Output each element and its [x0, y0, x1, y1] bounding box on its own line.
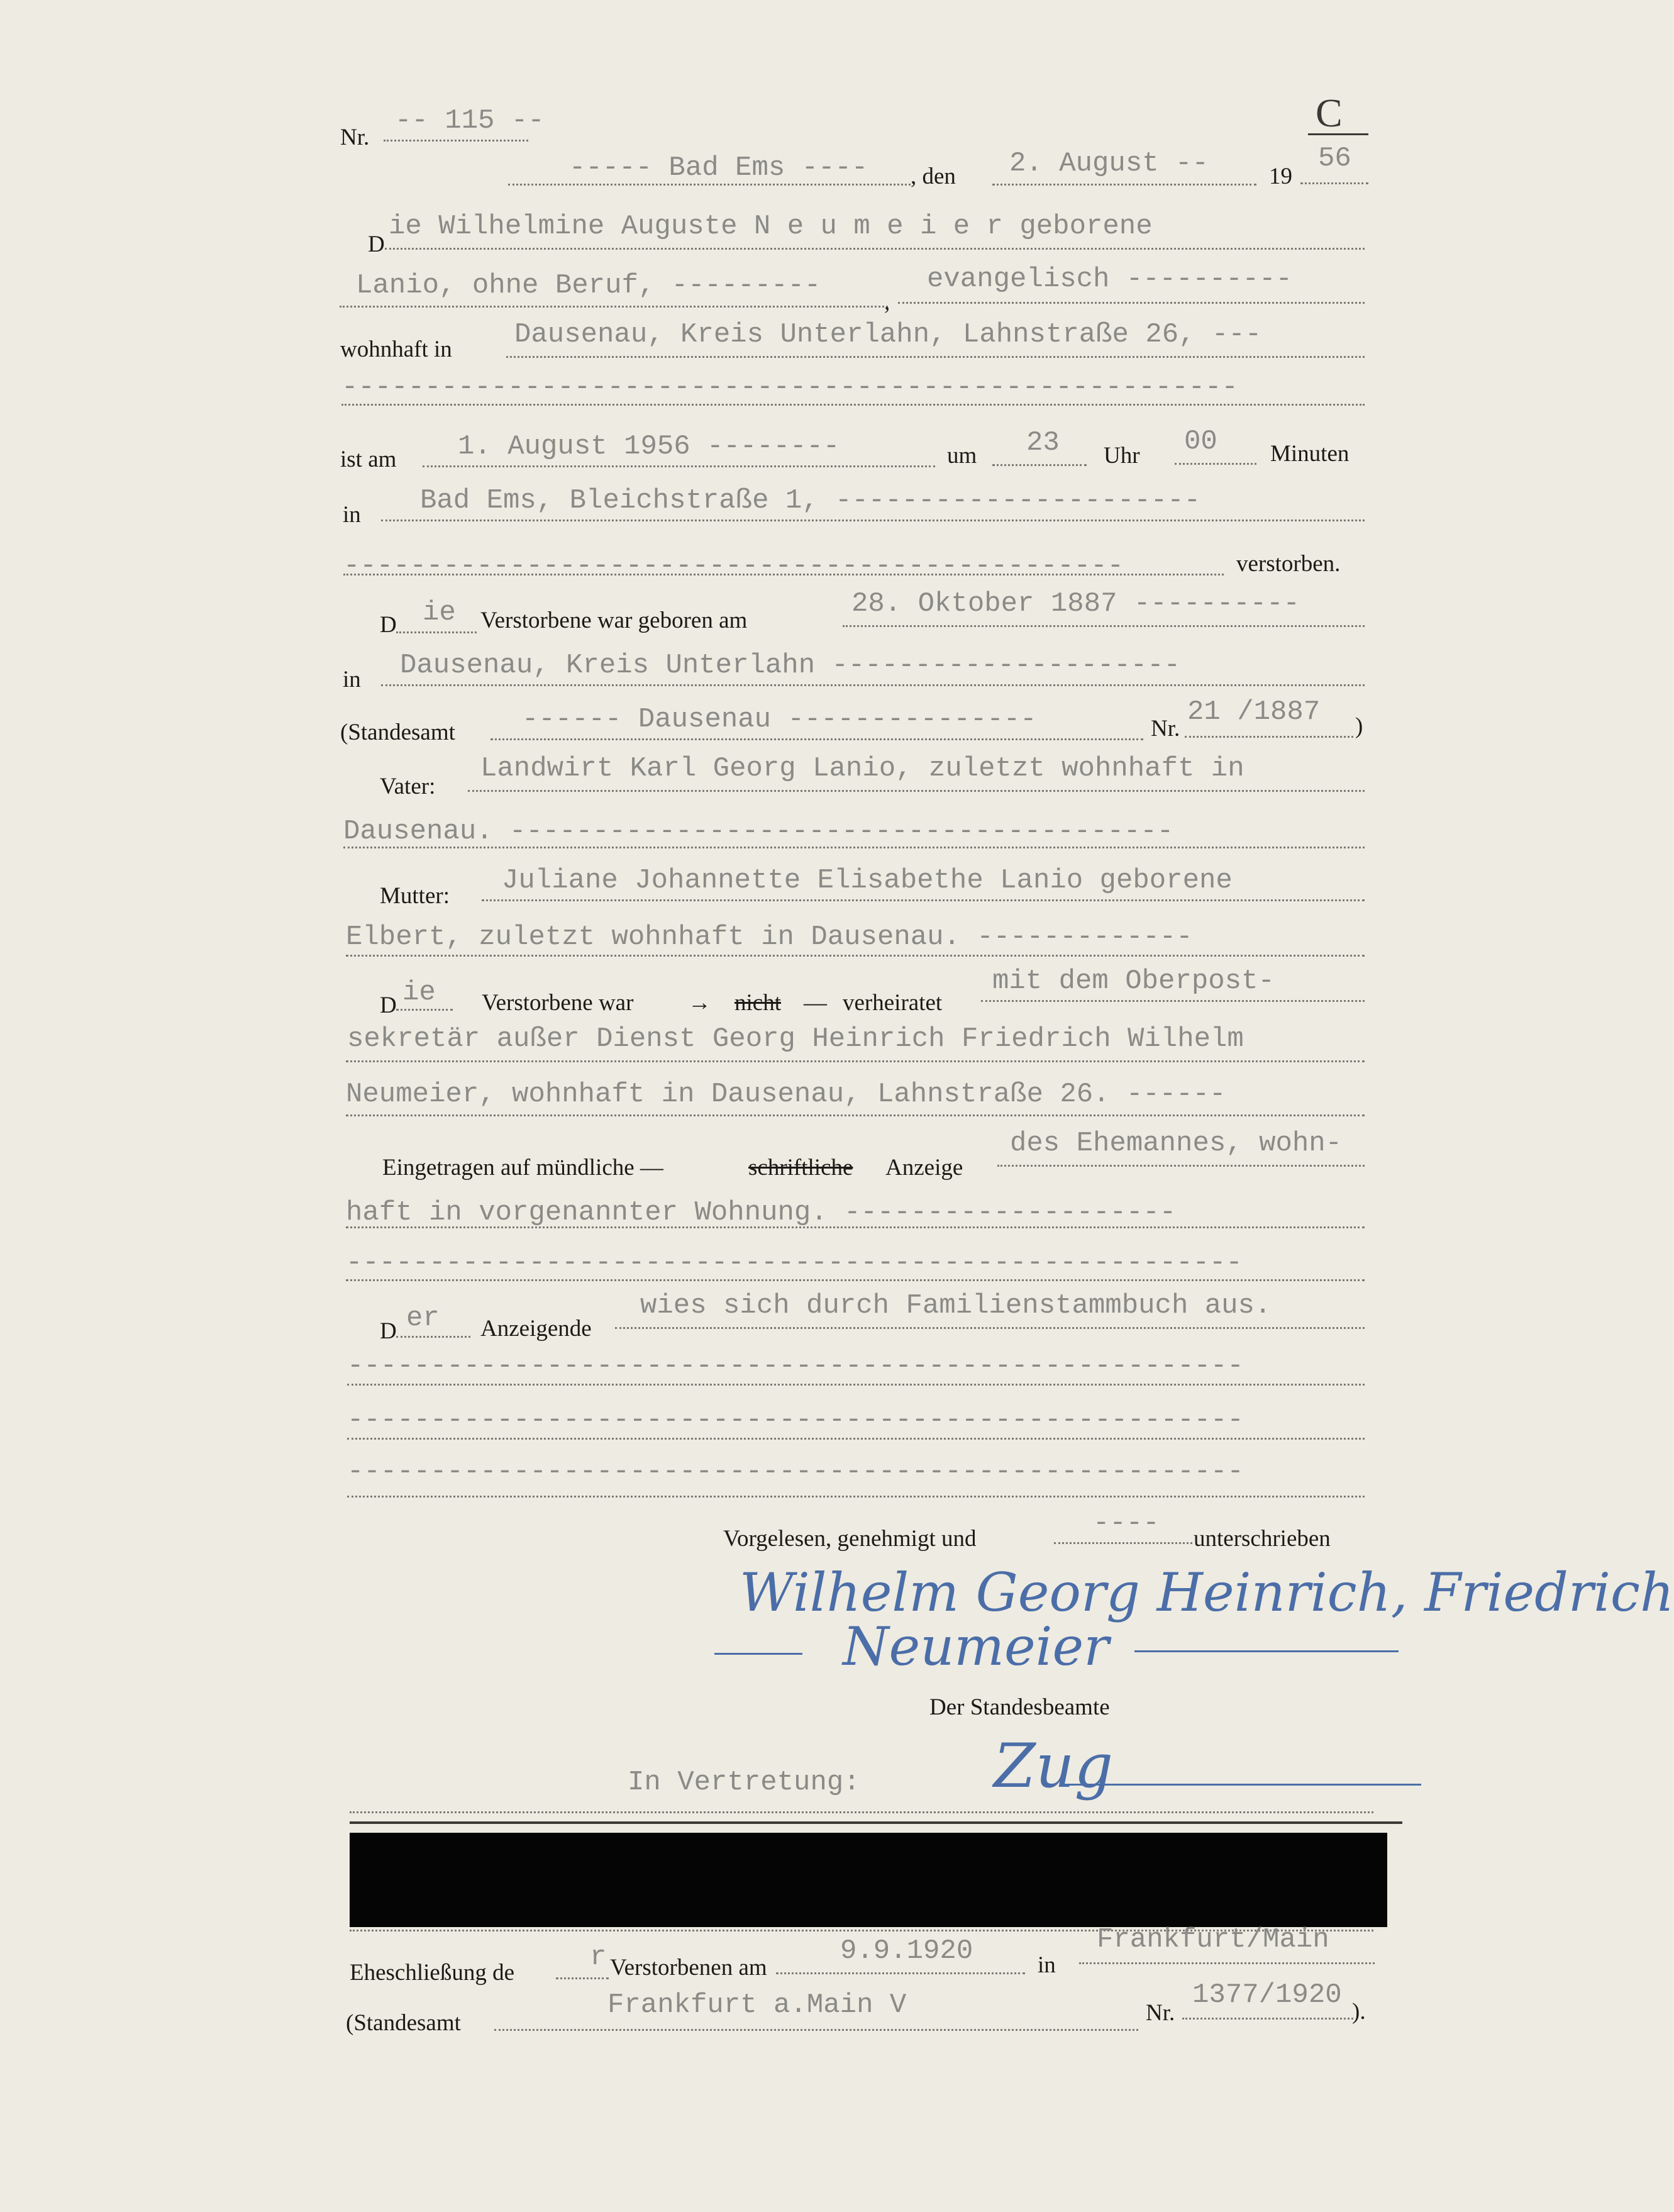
- wohnhaft-label: wohnhaft in: [340, 336, 452, 362]
- official-signature: Zug: [994, 1731, 1113, 1801]
- mutter-line-1: Juliane Johannette Elisabethe Lanio geborene: [502, 865, 1233, 896]
- marriage-text-a: Verstorbene war: [482, 990, 634, 1016]
- vater-dotline-1: [468, 790, 1365, 792]
- ist-am-label: ist am: [340, 447, 397, 472]
- anzeigende-D-suffix: er: [406, 1303, 440, 1334]
- birth-standesamt-label: (Standesamt: [340, 720, 455, 745]
- marriage-nr-value: 1377/1920: [1192, 1979, 1342, 2011]
- um-label: um: [947, 443, 977, 469]
- vater-dotline-2: [343, 847, 1365, 848]
- birth-date-line: [843, 625, 1365, 627]
- occupation-comma: ,: [884, 289, 890, 315]
- address-line-2: [341, 404, 1365, 406]
- birth-D-suffix: ie: [423, 597, 456, 628]
- religion: evangelisch ----------: [927, 264, 1292, 295]
- in-vertretung: In Vertretung:: [628, 1767, 860, 1798]
- vertretung-dotline: [350, 1811, 1373, 1813]
- death-date-line: [423, 465, 935, 467]
- anzeigende-dashes-3: ------------------------------------------------------: [347, 1456, 1244, 1487]
- anzeigende-D-label: D: [380, 1318, 397, 1344]
- deceased-address: Dausenau, Kreis Unterlahn, Lahnstraße 26, ---: [514, 319, 1262, 350]
- marriage-in-label: in: [1038, 1952, 1056, 1978]
- spouse-signature-line-2: Neumeier: [843, 1616, 1109, 1677]
- eingetragen-label-strike: schriftliche: [748, 1155, 853, 1181]
- anzeigende-dashes-2: ------------------------------------------------------: [347, 1404, 1244, 1436]
- vater-line-2: Dausenau. ----------------------------------------: [343, 816, 1174, 847]
- death-minutes: 00: [1184, 426, 1217, 457]
- marriage-nr-dotline: [1182, 2018, 1353, 2020]
- eingetragen-label-b: Anzeige: [885, 1155, 963, 1181]
- marriage-nicht-struck: nicht: [734, 990, 781, 1016]
- signature-line-left: [714, 1653, 802, 1655]
- record-number: -- 115 --: [395, 105, 545, 136]
- eheschliessung-de-dotline: [556, 1977, 609, 1979]
- mutter-line-2: Elbert, zuletzt wohnhaft in Dausenau. -------------: [346, 921, 1193, 953]
- birth-close: ): [1355, 713, 1363, 739]
- year-suffix: 56: [1318, 143, 1351, 174]
- birth-date: 28. Oktober 1887 ----------: [851, 588, 1300, 620]
- eingetragen-label-a: Eingetragen auf mündliche —: [382, 1155, 663, 1181]
- deceased-name: ie Wilhelmine Auguste N e u m e i e r geborene: [389, 211, 1153, 242]
- anzeigende-D-line: [396, 1336, 470, 1338]
- date-line: [992, 184, 1256, 186]
- death-place: Bad Ems, Bleichstraße 1, ----------------------: [420, 485, 1201, 516]
- anzeigende-dotline: [615, 1327, 1365, 1329]
- marriage-dash: —: [804, 990, 827, 1016]
- anzeigende-dotline-3: [347, 1496, 1365, 1498]
- eingetragen-value-1: des Ehemannes, wohn-: [1010, 1128, 1343, 1159]
- birth-nr-line: [1185, 736, 1353, 738]
- vater-label: Vater:: [380, 774, 436, 799]
- marriage-nr-label: Nr.: [1146, 2000, 1175, 2026]
- eheschliessung-label-b: Verstorbenen am: [610, 1955, 767, 1981]
- anzeigende-dotline-1: [347, 1384, 1365, 1386]
- marriage-place: Frankfurt/Main: [1097, 1924, 1329, 1955]
- birth-nr-value: 21 /1887: [1187, 696, 1321, 728]
- birth-nr-label: Nr.: [1151, 716, 1180, 742]
- birth-standesamt-line: [491, 738, 1143, 740]
- vorgelesen-label-a: Vorgelesen, genehmigt und: [723, 1526, 977, 1552]
- birth-D-line: [396, 631, 477, 633]
- marriage-arrow: →: [688, 990, 711, 1016]
- spouse-line-1: mit dem Oberpost-: [992, 965, 1275, 997]
- official-signature-line: [1069, 1784, 1421, 1786]
- vorgelesen-dotline: [1054, 1542, 1192, 1544]
- marriage-date-dotline: [776, 1972, 1025, 1974]
- death-place-dashes: -----------------------------------------------: [343, 550, 1124, 582]
- address-dashes: ------------------------------------------------------: [341, 372, 1238, 403]
- spouse-line-2: sekretär außer Dienst Georg Heinrich Friedrich Wilhelm: [347, 1023, 1244, 1055]
- spouse-signature-line-1: Wilhelm Georg Heinrich, Friedrich: [740, 1562, 1674, 1623]
- birth-standesamt: ------ Dausenau ---------------: [522, 704, 1037, 735]
- vater-line-1: Landwirt Karl Georg Lanio, zuletzt wohnhaft in: [480, 753, 1244, 784]
- death-in-label: in: [343, 502, 361, 528]
- anzeigende-label: Anzeigende: [480, 1316, 592, 1342]
- verstorben-label: verstorben.: [1236, 551, 1341, 577]
- death-place-line: [381, 520, 1365, 521]
- anzeigende-value: wies sich durch Familienstammbuch aus.: [640, 1290, 1272, 1321]
- birth-place: Dausenau, Kreis Unterlahn ---------------------: [400, 650, 1181, 681]
- eingetragen-dotline-2: [346, 1226, 1365, 1228]
- eingetragen-dotline-1: [997, 1165, 1365, 1167]
- death-hour: 23: [1026, 427, 1060, 459]
- section-separator: [350, 1821, 1402, 1824]
- mutter-dotline-1: [482, 899, 1365, 901]
- den-label: , den: [911, 164, 956, 189]
- spouse-dotline-3: [346, 1114, 1365, 1116]
- eingetragen-value-3: ------------------------------------------------------: [346, 1247, 1243, 1279]
- eheschliessung-sup: r: [590, 1942, 607, 1973]
- death-date: 1. August 1956 --------: [458, 431, 840, 462]
- deceased-prefix: D: [368, 231, 385, 257]
- eingetragen-value-2: haft in vorgenannter Wohnung. --------------------: [346, 1197, 1177, 1228]
- geboren-label: Verstorbene war geboren am: [480, 608, 748, 633]
- vorgelesen-label-b: unterschrieben: [1194, 1526, 1331, 1552]
- marriage-standesamt-label: (Standesamt: [346, 2010, 461, 2036]
- standesbeamte-label: Der Standesbeamte: [929, 1694, 1110, 1720]
- deceased-occupation-line: [340, 306, 888, 308]
- marriage-place-dotline: [1079, 1962, 1375, 1964]
- eheschliessung-label: Eheschließung de: [350, 1960, 514, 1986]
- deceased-name-line: [385, 248, 1365, 250]
- death-minutes-line: [1175, 463, 1256, 465]
- marriage-D-label: D: [380, 992, 397, 1018]
- anzeigende-dashes-1: ------------------------------------------------------: [347, 1350, 1244, 1382]
- spouse-dotline-2: [346, 1060, 1365, 1062]
- redaction-bar: [350, 1833, 1387, 1927]
- marriage-D-suffix: ie: [402, 977, 436, 1008]
- register-letter: C: [1316, 91, 1343, 135]
- marriage-D-line: [396, 1009, 453, 1011]
- uhr-label: Uhr: [1104, 443, 1140, 469]
- signature-line-right: [1134, 1650, 1399, 1652]
- mutter-label: Mutter:: [380, 883, 450, 909]
- spouse-line-3: Neumeier, wohnhaft in Dausenau, Lahnstraße 26. ------: [346, 1079, 1226, 1110]
- year-prefix: 19: [1269, 164, 1292, 189]
- nr-label: Nr.: [340, 125, 370, 150]
- birth-in-label: in: [343, 667, 361, 692]
- spouse-dotline-1: [981, 1000, 1365, 1002]
- eingetragen-dotline-3: [346, 1279, 1365, 1281]
- marriage-standesamt-dotline: [494, 2029, 1138, 2031]
- marriage-verheiratet: verheiratet: [843, 990, 943, 1016]
- address-line: [506, 356, 1365, 358]
- marriage-close: ).: [1352, 1999, 1366, 2025]
- marriage-date: 9.9.1920: [840, 1935, 973, 1967]
- year-line: [1300, 182, 1368, 184]
- death-place-line-2: [343, 574, 1224, 575]
- deceased-name-cont: Lanio, ohne Beruf, ---------: [356, 270, 821, 301]
- mutter-dotline-2: [346, 955, 1365, 957]
- record-number-line: [384, 140, 528, 142]
- birth-D-label: D: [380, 612, 397, 638]
- register-letter-underline: [1308, 133, 1368, 135]
- anzeigende-dotline-2: [347, 1438, 1365, 1440]
- place-line: [508, 184, 911, 186]
- minuten-label: Minuten: [1270, 441, 1350, 467]
- death-hour-line: [992, 464, 1087, 466]
- registry-place: ----- Bad Ems ----: [569, 152, 868, 184]
- marriage-standesamt: Frankfurt a.Main V: [607, 1989, 907, 2021]
- vorgelesen-fill: ----: [1093, 1508, 1160, 1539]
- religion-line: [898, 302, 1365, 304]
- birth-place-line: [381, 684, 1365, 686]
- registry-date: 2. August --: [1009, 148, 1209, 179]
